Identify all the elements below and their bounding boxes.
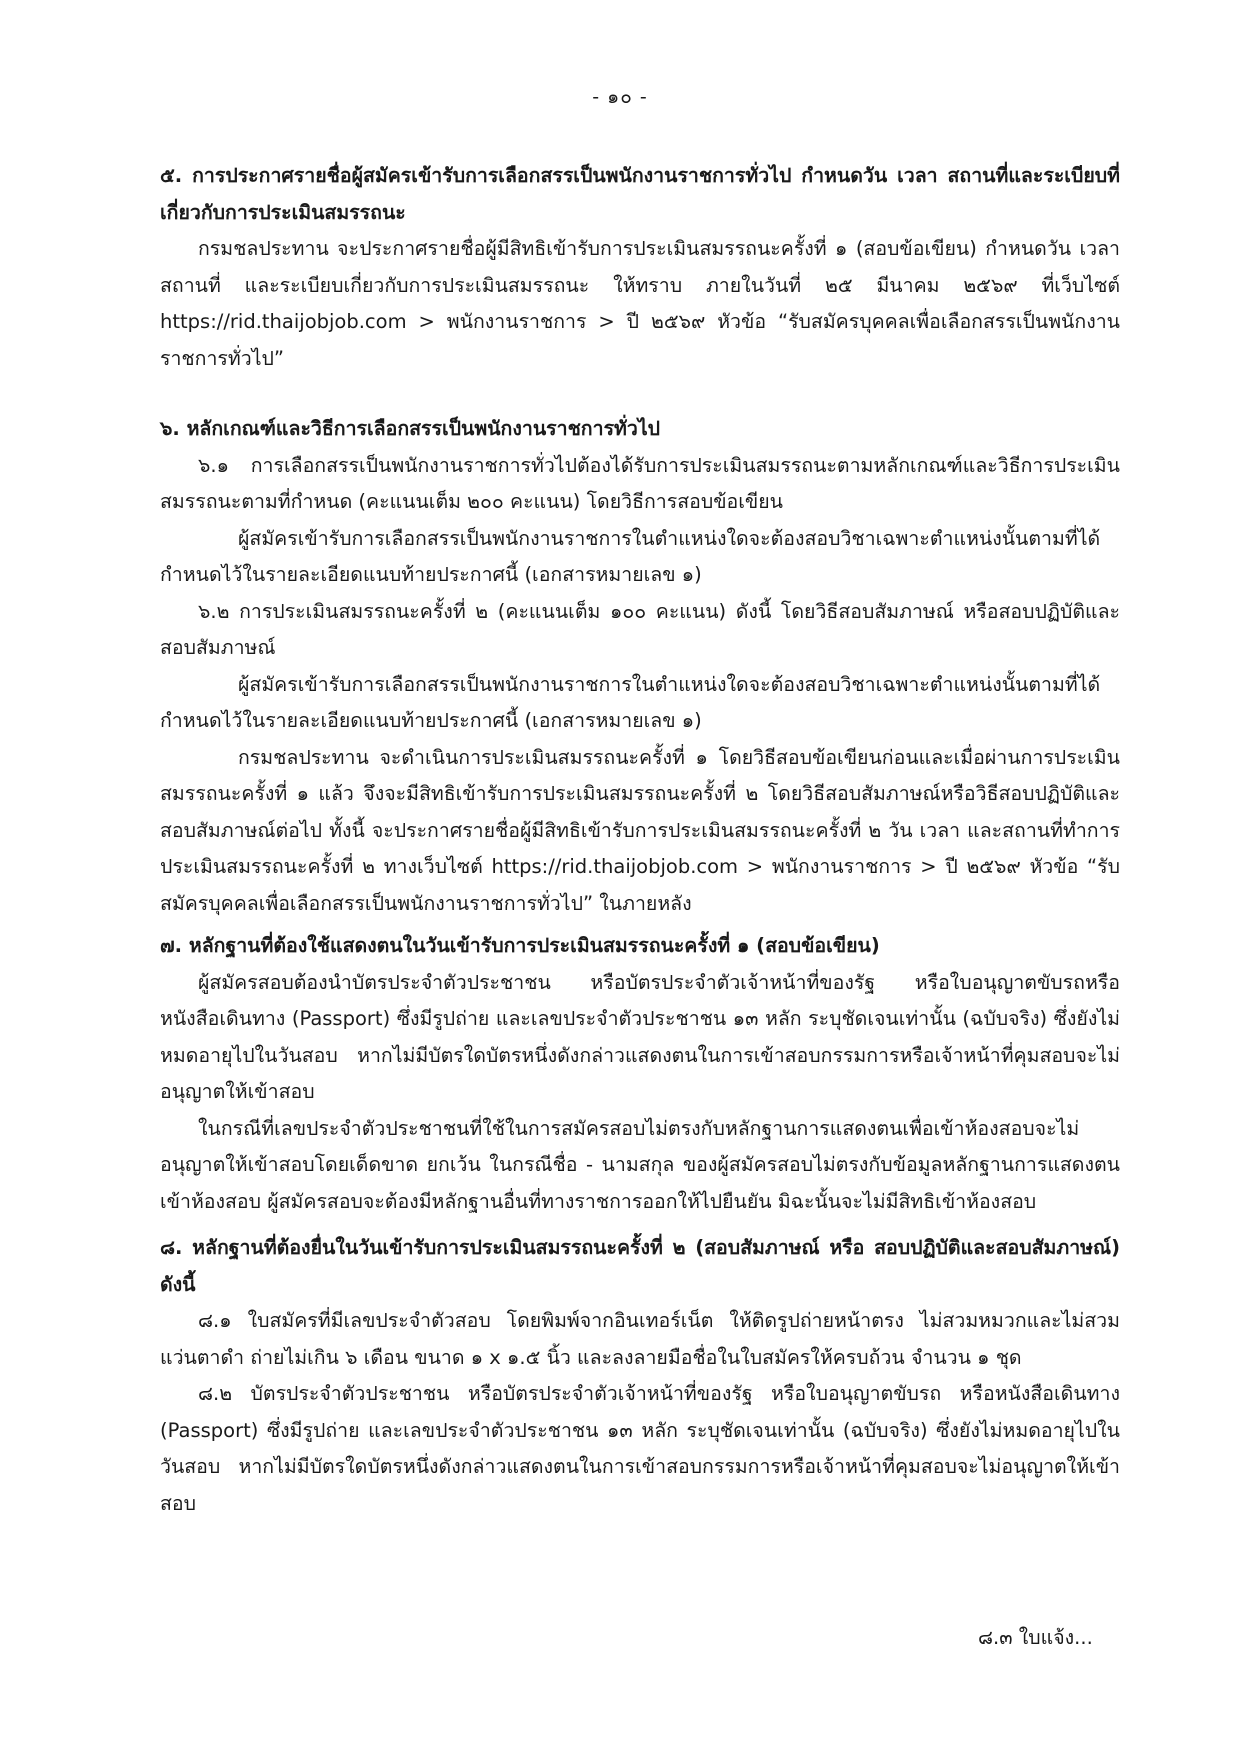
section-5-heading: ๕. การประกาศรายชื่อผู้สมัครเข้ารับการเลือกสรรเป็นพนักงานราชการทั่วไป กำหนดวัน เวลา สถานที่และระเบียบที่เกี่ยวกับการประเมินสมรรถนะ [160, 164, 1120, 224]
section-6-2-subparagraph: ผู้สมัครเข้ารับการเลือกสรรเป็นพนักงานราชการในตำแหน่งใดจะต้องสอบวิชาเฉพาะตำแหน่งนั้นตามที่ได้กำหนดไว้ในรายละเอียดแนบท้ายประกาศนี้ (เอกสารหมายเลข ๑) [160, 672, 1101, 732]
section-6-2-paragraph: ๖.๒ การประเมินสมรรถนะครั้งที่ ๒ (คะแนนเต็ม ๑๐๐ คะแนน) ดังนี้ โดยวิธีสอบสัมภาษณ์ หรือสอบปฏิบัติและสอบสัมภาษณ์ [160, 599, 1120, 659]
page-number: - ๑๐ - [592, 86, 648, 108]
section-7-paragraph-1: ผู้สมัครสอบต้องนำบัตรประจำตัวประชาชน หรือบัตรประจำตัวเจ้าหน้าที่ของรัฐ หรือใบอนุญาตขับรถหรือหนังสือเดินทาง (Passport) ซึ่งมีรูปถ่าย และเลขประจำตัวประชาชน ๑๓ หลัก ระบุชัดเจนเท่านั้น (ฉบับจริง) ซึ่งยังไม่หมดอายุไปในวันสอบ หากไม่มีบัตรใดบัตรหนึ่งดังกล่าวแสดงตนในการเข้าสอบกรรมการหรือเจ้าหน้าที่คุมสอบจะไม่อนุญาตให้เข้าสอบ [160, 970, 1120, 1103]
section-6-1-subparagraph: ผู้สมัครเข้ารับการเลือกสรรเป็นพนักงานราชการในตำแหน่งใดจะต้องสอบวิชาเฉพาะตำแหน่งนั้นตามที่ได้กำหนดไว้ในรายละเอียดแนบท้ายประกาศนี้ (เอกสารหมายเลข ๑) [160, 526, 1101, 586]
section-5-paragraph-1: กรมชลประทาน จะประกาศรายชื่อผู้มีสิทธิเข้ารับการประเมินสมรรถนะครั้งที่ ๑ (สอบข้อเขียน) กำหนดวัน เวลา สถานที่ และระเบียบเกี่ยวกับการประเมินสมรรถนะ ให้ทราบ ภายในวันที่ ๒๕ มีนาคม ๒๕๖๙ ที่เว็บไซต์ https://rid.thaijobjob.com > พนักงานราชการ > ปี ๒๕๖๙ หัวข้อ “รับสมัครบุคคลเพื่อเลือกสรรเป็นพนักงานราชการทั่วไป” [160, 237, 1120, 370]
section-6-heading: ๖. หลักเกณฑ์และวิธีการเลือกสรรเป็นพนักงานราชการทั่วไป [160, 417, 661, 440]
section-8-1-paragraph: ๘.๑ ใบสมัครที่มีเลขประจำตัวสอบ โดยพิมพ์จากอินเทอร์เน็ต ให้ติดรูปถ่ายหน้าตรง ไม่สวมหมวกและไม่สวมแว่นตาดำ ถ่ายไม่เกิน ๖ เดือน ขนาด ๑ x ๑.๕ นิ้ว และลงลายมือชื่อในใบสมัครให้ครบถ้วน จำนวน ๑ ชุด [160, 1309, 1120, 1369]
section-8-heading: ๘. หลักฐานที่ต้องยื่นในวันเข้ารับการประเมินสมรรถนะครั้งที่ ๒ (สอบสัมภาษณ์ หรือ สอบปฏิบัติและสอบสัมภาษณ์) ดังนี้ [160, 1236, 1120, 1296]
continuation-marker: ๘.๓ ใบแจ้ง... [978, 1626, 1093, 1649]
section-7-heading: ๗. หลักฐานที่ต้องใช้แสดงตนในวันเข้ารับการประเมินสมรรถนะครั้งที่ ๑ (สอบข้อเขียน) [160, 934, 880, 957]
section-7-paragraph-2: ในกรณีที่เลขประจำตัวประชาชนที่ใช้ในการสมัครสอบไม่ตรงกับหลักฐานการแสดงตนเพื่อเข้าห้องสอบจะไม่อนุญาตให้เข้าสอบโดยเด็ดขาด ยกเว้น ในกรณีชื่อ - นามสกุล ของผู้สมัครสอบไม่ตรงกับข้อมูลหลักฐานการแสดงตนเข้าห้องสอบ ผู้สมัครสอบจะต้องมีหลักฐานอื่นที่ทางราชการออกให้ไปยืนยัน มิฉะนั้นจะไม่มีสิทธิเข้าห้องสอบ [160, 1116, 1120, 1213]
section-6-2-procedure-paragraph: กรมชลประทาน จะดำเนินการประเมินสมรรถนะครั้งที่ ๑ โดยวิธีสอบข้อเขียนก่อนและเมื่อผ่านการประเมินสมรรถนะครั้งที่ ๑ แล้ว จึงจะมีสิทธิเข้ารับการประเมินสมรรถนะครั้งที่ ๒ โดยวิธีสอบสัมภาษณ์หรือวิธีสอบปฏิบัติและสอบสัมภาษณ์ต่อไป ทั้งนี้ จะประกาศรายชื่อผู้มีสิทธิเข้ารับการประเมินสมรรถนะครั้งที่ ๒ วัน เวลา และสถานที่ทำการประเมินสมรรถนะครั้งที่ ๒ ทางเว็บไซต์ https://rid.thaijobjob.com > พนักงานราชการ > ปี ๒๕๖๙ หัวข้อ “รับสมัครบุคคลเพื่อเลือกสรรเป็นพนักงานราชการทั่วไป” ในภายหลัง [160, 745, 1120, 915]
document-body [160, 158, 1120, 1522]
section-6-1-paragraph: ๖.๑ การเลือกสรรเป็นพนักงานราชการทั่วไปต้องได้รับการประเมินสมรรถนะตามหลักเกณฑ์และวิธีการประเมินสมรรถนะตามที่กำหนด (คะแนนเต็ม ๒๐๐ คะแนน) โดยวิธีการสอบข้อเขียน [160, 453, 1120, 513]
section-8-2-paragraph: ๘.๒ บัตรประจำตัวประชาชน หรือบัตรประจำตัวเจ้าหน้าที่ของรัฐ หรือใบอนุญาตขับรถ หรือหนังสือเดินทาง (Passport) ซึ่งมีรูปถ่าย และเลขประจำตัวประชาชน ๑๓ หลัก ระบุชัดเจนเท่านั้น (ฉบับจริง) ซึ่งยังไม่หมดอายุไปในวันสอบ หากไม่มีบัตรใดบัตรหนึ่งดังกล่าวแสดงตนในการเข้าสอบกรรมการหรือเจ้าหน้าที่คุมสอบจะไม่อนุญาตให้เข้าสอบ [160, 1382, 1120, 1515]
